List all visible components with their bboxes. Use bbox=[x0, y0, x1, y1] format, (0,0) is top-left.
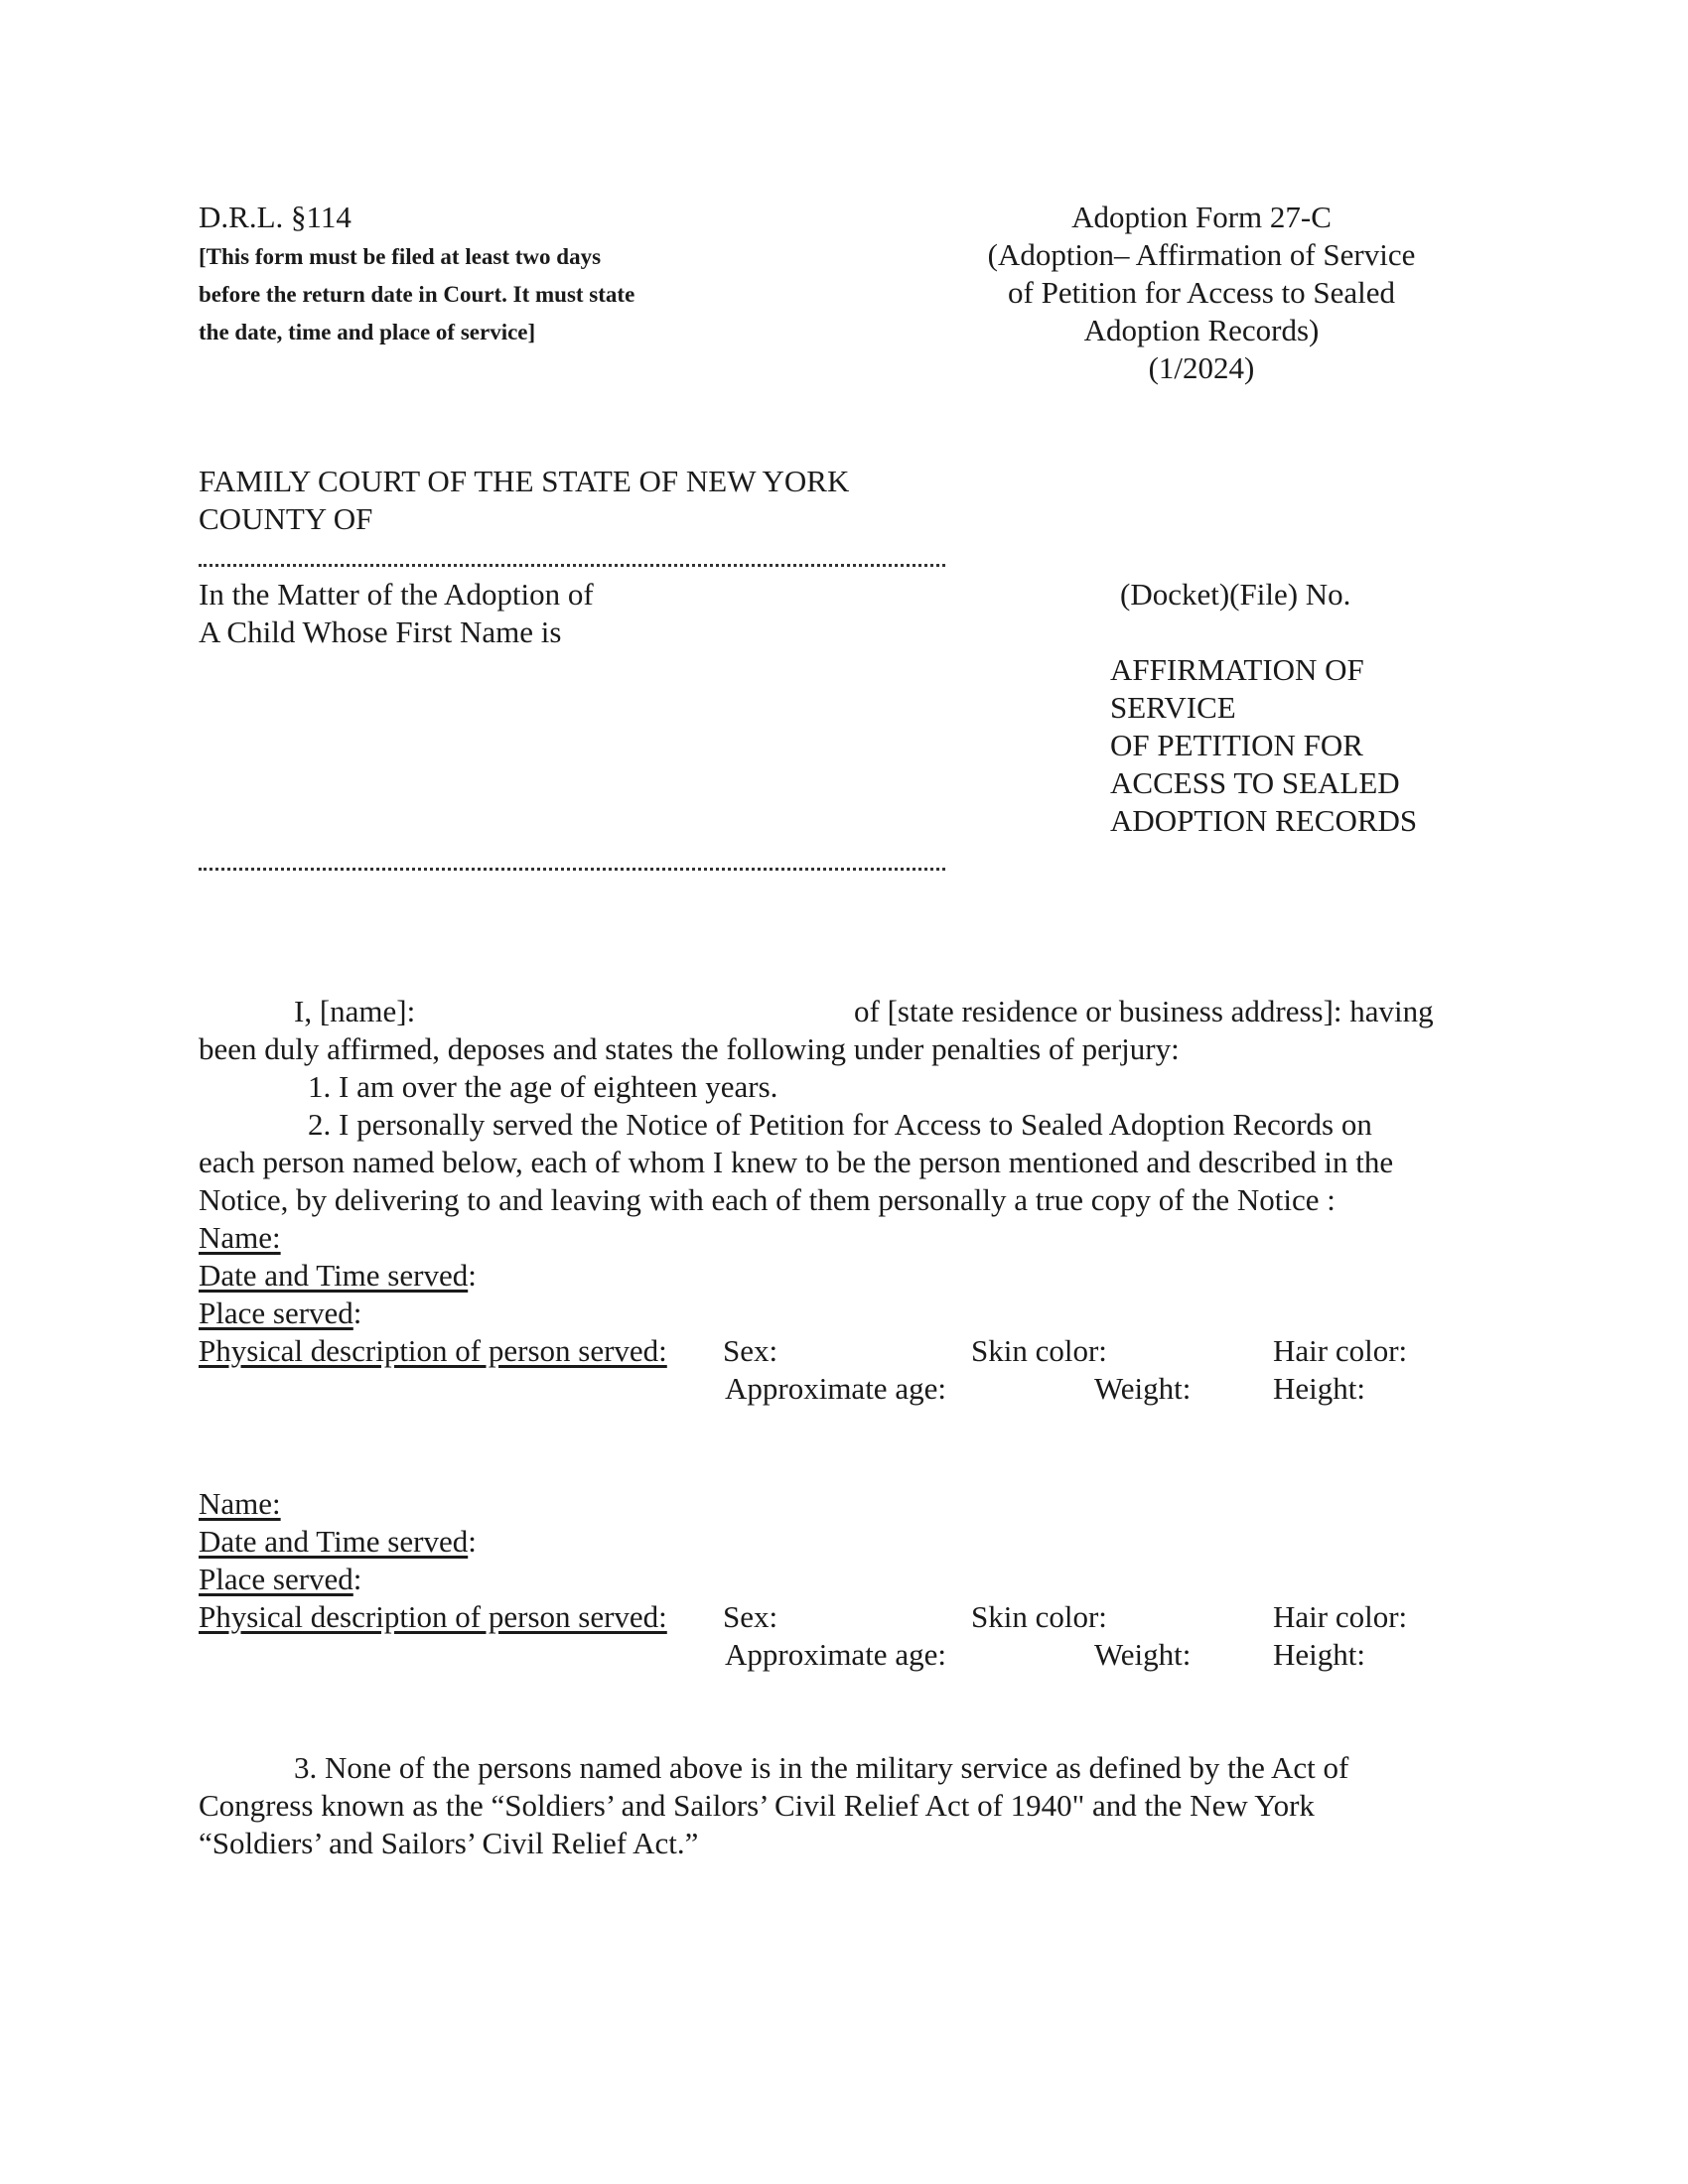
statute-reference: D.R.L. §114 bbox=[199, 200, 352, 234]
sex-label: Sex: bbox=[723, 1599, 778, 1634]
form-number: Adoption Form 27-C bbox=[1071, 200, 1332, 234]
form-subtitle-line: of Petition for Access to Sealed bbox=[1008, 275, 1395, 310]
paragraph-1: 1. I am over the age of eighteen years. bbox=[308, 1069, 778, 1104]
approximate-age-label: Approximate age: bbox=[725, 1637, 946, 1672]
hair-color-label: Hair color: bbox=[1273, 1599, 1408, 1634]
paragraph-3-line: 3. None of the persons named above is in the military service as defined by the Act of bbox=[294, 1750, 1349, 1785]
matter-line: A Child Whose First Name is bbox=[199, 614, 562, 649]
docket-label: (Docket)(File) No. bbox=[1120, 577, 1351, 612]
intro-statement: been duly affirmed, deposes and states the following under penalties of perjury: bbox=[199, 1031, 1180, 1066]
filing-note-line: the date, time and place of service] bbox=[199, 320, 536, 344]
paragraph-2-line: 2. I personally served the Notice of Petition for Access to Sealed Adoption Records on bbox=[308, 1107, 1372, 1142]
date-time-served-label: Date and Time served: bbox=[199, 1258, 477, 1293]
height-label: Height: bbox=[1273, 1637, 1365, 1672]
paragraph-2-line: each person named below, each of whom I knew to be the person mentioned and described in the bbox=[199, 1145, 1394, 1179]
height-label: Height: bbox=[1273, 1371, 1365, 1406]
paragraph-2-line: Notice, by delivering to and leaving with each of them personally a true copy of the Notice : bbox=[199, 1182, 1336, 1217]
date-time-served-label: Date and Time served: bbox=[199, 1524, 477, 1559]
physical-description-label: Physical description of person served: bbox=[199, 1333, 667, 1368]
approximate-age-label: Approximate age: bbox=[725, 1371, 946, 1406]
document-title-line: OF PETITION FOR bbox=[1110, 728, 1363, 762]
skin-color-label: Skin color: bbox=[971, 1333, 1107, 1368]
caption-divider-top bbox=[199, 564, 945, 567]
weight-label: Weight: bbox=[1094, 1371, 1192, 1406]
affiant-address-label: of [state residence or business address]: having bbox=[854, 994, 1434, 1028]
weight-label: Weight: bbox=[1094, 1637, 1192, 1672]
form-revision-date: (1/2024) bbox=[1148, 350, 1255, 385]
place-served-label: Place served: bbox=[199, 1296, 362, 1330]
place-served-label: Place served: bbox=[199, 1562, 362, 1596]
served-name-label: Name: bbox=[199, 1220, 281, 1255]
skin-color-label: Skin color: bbox=[971, 1599, 1107, 1634]
paragraph-3-line: “Soldiers’ and Sailors’ Civil Relief Act.” bbox=[199, 1826, 699, 1860]
affiant-name-label: I, [name]: bbox=[294, 994, 416, 1028]
hair-color-label: Hair color: bbox=[1273, 1333, 1408, 1368]
document-title-line: ACCESS TO SEALED bbox=[1110, 765, 1400, 800]
caption-divider-bottom bbox=[199, 868, 945, 871]
sex-label: Sex: bbox=[723, 1333, 778, 1368]
document-title-line: SERVICE bbox=[1110, 690, 1236, 725]
document-title-line: AFFIRMATION OF bbox=[1110, 652, 1364, 687]
form-subtitle-line: Adoption Records) bbox=[1083, 313, 1320, 347]
document-title-line: ADOPTION RECORDS bbox=[1110, 803, 1418, 838]
county-label: COUNTY OF bbox=[199, 501, 373, 536]
court-name: FAMILY COURT OF THE STATE OF NEW YORK bbox=[199, 464, 850, 498]
paragraph-3-line: Congress known as the “Soldiers’ and Sailors’ Civil Relief Act of 1940" and the New York bbox=[199, 1788, 1315, 1823]
physical-description-label: Physical description of person served: bbox=[199, 1599, 667, 1634]
filing-note-line: before the return date in Court. It must state bbox=[199, 282, 635, 307]
filing-note-line: [This form must be filed at least two days bbox=[199, 244, 602, 269]
form-subtitle-line: (Adoption– Affirmation of Service bbox=[987, 237, 1416, 272]
served-name-label: Name: bbox=[199, 1486, 281, 1521]
matter-line: In the Matter of the Adoption of bbox=[199, 577, 594, 612]
